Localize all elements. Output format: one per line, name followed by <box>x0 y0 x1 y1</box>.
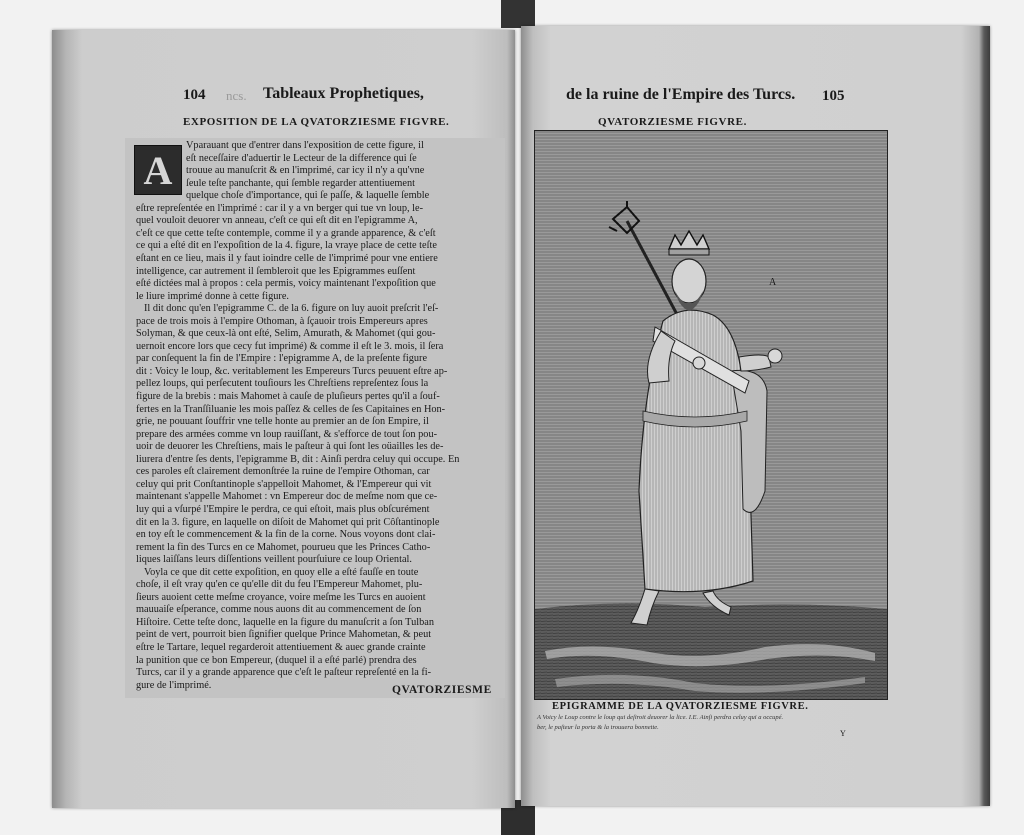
signature-mark: Y <box>840 729 846 738</box>
body-text-line: prepare des armées comme vn loup rauiſſant, & s'efforce de tout ſon pou- <box>136 428 438 440</box>
body-text-line: intelligence, car autrement il ſembleroit que les Epigrammes euſſent <box>136 265 416 277</box>
body-text-line: fertes en la Tranſſiluanie les mois paſſez & celles de ſes Capitaines en Hon- <box>136 403 446 415</box>
body-text-line: trouue au manuſcrit & en l'imprimé, car icy il n'y a qu'vne <box>186 165 425 177</box>
body-text-line: la punition que ce bon Empereur, (duquel il a eſté parlé) prendra des <box>136 654 417 666</box>
body-text-line: le liure imprimé donne à cette figure. <box>136 290 289 302</box>
plate-title: QVATORZIESME FIGVRE. <box>598 116 747 128</box>
body-text-line: maintenant s'appelle Mahomet : vn Empereur doc de meſme nom que ce- <box>136 491 438 503</box>
body-text-line: dit : Voicy le loup, &c. veritablement les Empereurs Turcs peuuent eſtre ap- <box>136 365 448 377</box>
body-text-line: c'eſt ce que cette teſte contemple, comme il y a grande apparence, & c'eſt <box>136 227 436 239</box>
body-text-line: ſieurs auoient cette meſme croyance, voire meſme les Turcs en auoient <box>136 591 426 603</box>
body-text-line: gure de l'imprimé. <box>136 679 212 691</box>
body-text-line: figure de la brebis : mais Mahomet à cauſe de pluſieurs pertes qu'il a ſouf- <box>136 391 440 402</box>
plate-caption: EPIGRAMME DE LA QVATORZIESME FIGVRE. <box>552 701 809 712</box>
body-text-line: ces paroles eſt clairement demonſtrée la ruine de l'empire Othoman, car <box>136 466 430 478</box>
footnote-line-2: ber, le paſteur la porta & la trouuera bonnette. <box>537 724 659 731</box>
catchword: QVATORZIESME <box>392 684 492 696</box>
body-text-line: uoir de deuorer les Chreſtiens, mais le paſteur à qui ſont les oüailles les de- <box>136 441 444 453</box>
body-text-line: eſt neceſſaire d'aduertir le Lecteur de la difference qui ſe <box>186 152 417 164</box>
body-text-line: grie, ne pouuant ſouffrir vne telle honte au premier an de ſon Empire, il <box>136 416 429 428</box>
book-spine-top <box>501 0 535 28</box>
left-section-title: EXPOSITION DE LA QVATORZIESME FIGVRE. <box>183 116 450 128</box>
body-text-line: quel vouloit deuorer vn anneau, c'eſt ce qui eſt dit en l'epigramme A, <box>136 215 418 227</box>
body-text-line: en toy eſt le commencement & la fin de la corne. Nous voyons dont clai- <box>136 529 436 541</box>
body-text-line: liurera d'entre ſes dents, l'epigramme B, dit : Ainſi perdra celuy qui occupe. En <box>136 453 460 465</box>
body-text-line: eſté dictées mal à propos : cela permis, voicy maintenant l'expoſition que <box>136 278 436 290</box>
body-text-line: ſeule teſte panchante, qui ſemble regarder attentiuement <box>186 177 416 189</box>
body-text-line: luy qui a vſurpé l'Empire le perdra, ce qui eſtoit, mais plus obſcurément <box>136 503 430 515</box>
body-text-line: pellez loups, qui perſecutent touſiours les Chreſtiens repreſentez ſous la <box>136 378 429 390</box>
body-text-line: celuy qui prit Conſtantinople s'appelloit Mahomet, & l'Empereur qui vit <box>136 478 432 490</box>
body-text-line: dit en la 3. figure, en laquelle on diſoit de Mahomet qui prit Côſtantinople <box>136 516 440 528</box>
left-running-head: Tableaux Prophetiques, <box>263 85 424 102</box>
body-text-line: rement la fin des Turcs en ce Mahomet, pourueu que les Princes Catho- <box>136 541 431 553</box>
right-page-number: 105 <box>822 88 845 104</box>
left-page-number: 104 <box>183 87 206 103</box>
engraving-illustration <box>535 131 887 699</box>
footnote-line-1: A Voicy le Loup contre le loup qui deſiroit deuorer la lice. I.E. Ainſi perdra celuy qui a occupé. <box>537 714 784 721</box>
body-text-line: eſtre le Tartare, lequel regarderoit attentiuement & auec grande crainte <box>136 642 426 653</box>
body-text-line: Il dit donc qu'en l'epigramme C. de la 6. figure on luy auoit preſcrit l'eſ- <box>144 303 439 315</box>
engraving-plate <box>534 130 888 700</box>
drop-cap: A <box>134 145 182 195</box>
body-text-line: Hiſtoire. Cette teſte donc, laquelle en la figure du manuſcrit a ſon Tulban <box>136 616 434 628</box>
body-text-line: eſtre repreſentée en l'imprimé : car il y a vn berger qui tue vn loup, le- <box>136 202 424 214</box>
body-text-line: choſe, il eſt vray qu'en ce qu'elle dit du feu l'Empereur Mahomet, plu- <box>136 579 423 591</box>
plate-letter: A <box>769 277 777 288</box>
body-text-line: eſtant en ce lieu, mais il y faut ioindre celle de l'imprimé pour vne entiere <box>136 252 438 264</box>
body-text-line: Solyman, & que ceux-là ont eſté, Selim, Amurath, & Mahomet (qui gou- <box>136 328 436 340</box>
ghost-show-through-text: ncs. <box>226 88 247 103</box>
body-text-line: Voyla ce que dit cette expoſition, en quoy elle a eſté fauſſe en toute <box>144 566 419 578</box>
body-text-line: uernoit encore lors que cecy fut imprimé) & comme il eſt le 3. mois, il ſera <box>136 340 444 352</box>
body-text-line: mauuaiſe eſperance, comme nous auons dit au commencement de ſon <box>136 604 422 616</box>
body-text-line: par conſequent la fin de l'Empire : l'epigramme A, de la preſente figure <box>136 353 428 365</box>
body-text-line: peint de vert, pourroit bien ſignifier quelque Prince Mahometan, & peut <box>136 629 432 641</box>
body-text-line: pace de trois mois à l'empire Othoman, à ſçauoir trois Empereurs apres <box>136 315 428 327</box>
right-running-head: de la ruine de l'Empire des Turcs. <box>566 86 796 103</box>
body-text-line: Turcs, car il y a grande apparence que c'eſt le paſteur repreſenté en la fi- <box>136 667 432 679</box>
body-text-line: liques laiſſans leurs diſſentions veillent pourſuiure ce loup Oriental. <box>136 554 412 566</box>
body-text-line: ce qui a eſté dit en l'expoſition de la 4. figure, la vraye place de cette teſte <box>136 240 437 252</box>
body-text-line: quelque choſe d'importance, qui ſe paſſe, & laquelle ſemble <box>186 190 430 202</box>
body-text-line: Vparauant que d'entrer dans l'exposition de cette figure, il <box>186 140 424 151</box>
